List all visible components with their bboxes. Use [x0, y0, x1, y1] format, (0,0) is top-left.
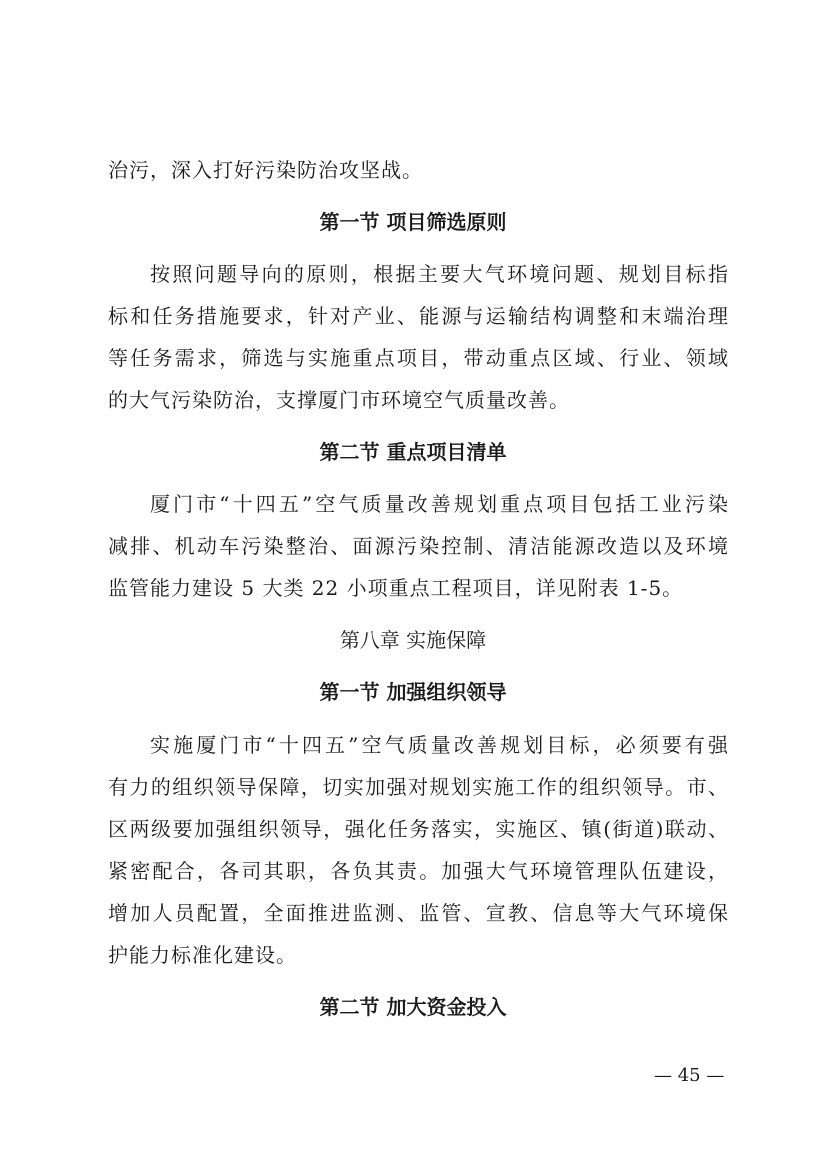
- paragraph-line: 厦门市“十四五”空气质量改善规划重点项目包括工业污染: [150, 492, 728, 516]
- chapter-heading: 第八章 实施保障: [339, 628, 487, 652]
- section-heading: 第二节 加大资金投入: [319, 995, 507, 1019]
- page-number: — 45 —: [654, 1065, 725, 1086]
- section-heading: 第一节 项目筛选原则: [319, 210, 507, 234]
- paragraph-line: 等任务需求，筛选与实施重点项目，带动重点区域、行业、领域: [108, 346, 728, 370]
- paragraph-line: 的大气污染防治，支撑厦门市环境空气质量改善。: [108, 388, 570, 412]
- paragraph-line: 区两级要加强组织领导，强化任务落实，实施区、镇(街道)联动、: [108, 817, 728, 841]
- paragraph-line: 按照问题导向的原则，根据主要大气环境问题、规划目标指: [150, 262, 728, 286]
- paragraph-line: 紧密配合，各司其职，各负其责。加强大气环境管理队伍建设，: [108, 859, 728, 883]
- section-heading: 第一节 加强组织领导: [319, 680, 507, 704]
- paragraph-line: 减排、机动车污染整治、面源污染控制、清洁能源改造以及环境: [108, 534, 728, 558]
- paragraph-line: 护能力标准化建设。: [108, 943, 297, 967]
- section-heading: 第二节 重点项目清单: [319, 440, 507, 464]
- paragraph-line: 标和任务措施要求，针对产业、能源与运输结构调整和末端治理: [108, 304, 728, 328]
- paragraph-line: 治污，深入打好污染防治攻坚战。: [108, 158, 423, 182]
- paragraph-line: 增加人员配置，全面推进监测、监管、宣教、信息等大气环境保: [108, 901, 728, 925]
- paragraph-line: 有力的组织领导保障，切实加强对规划实施工作的组织领导。市、: [108, 775, 728, 799]
- paragraph-line: 监管能力建设 5 大类 22 小项重点工程项目，详见附表 1-5。: [108, 576, 684, 600]
- paragraph-line: 实施厦门市“十四五”空气质量改善规划目标，必须要有强: [150, 733, 728, 757]
